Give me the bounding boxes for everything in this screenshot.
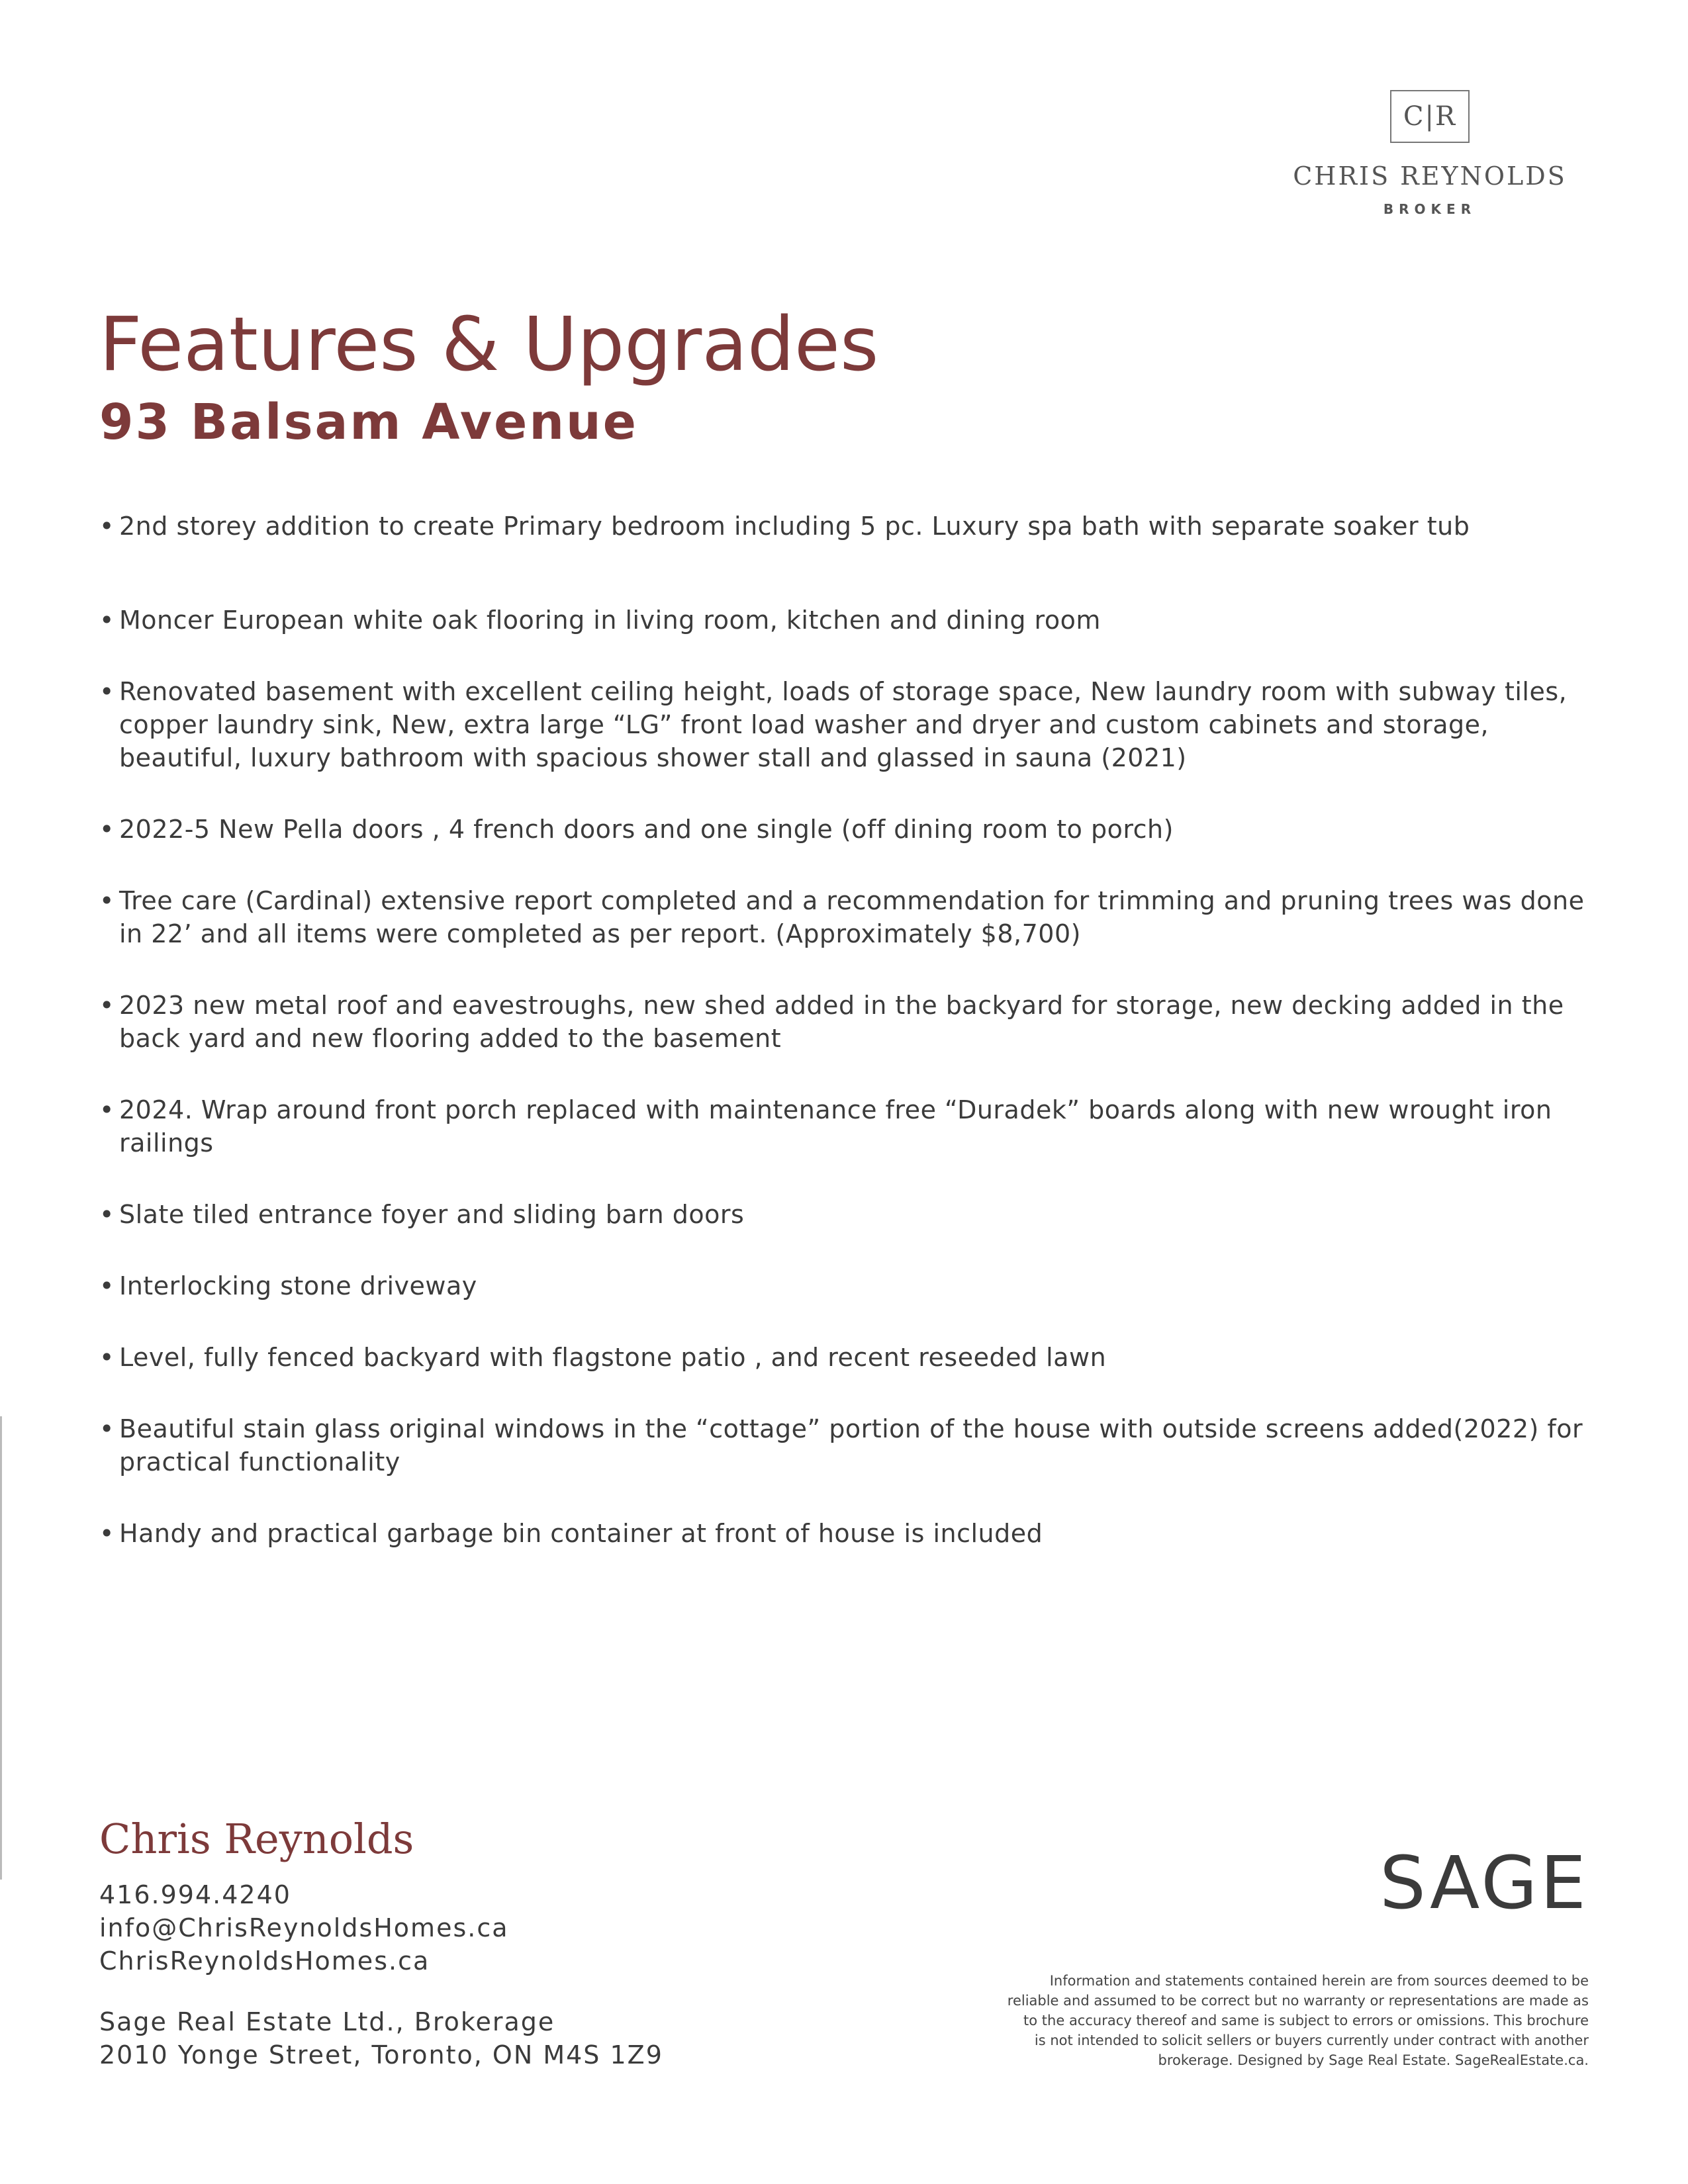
feature-item: • Moncer European white oak flooring in living room, kitchen and dining room: [99, 604, 1595, 637]
features-list: [99, 510, 1595, 1550]
feature-item: • Renovated basement with excellent ceiling height, loads of storage space, New laundry room with subway tiles, copper laundry sink, New, extra large “LG” front load washer and dryer and custom cabinets and storage, beautiful, luxury bathroom with spacious shower stall and glassed in sauna (2021): [99, 675, 1595, 774]
logo-name: CHRIS REYNOLDS: [1293, 161, 1567, 191]
feature-item: • Beautiful stain glass original windows in the “cottage” portion of the house with outside screens added(2022) for practical functionality: [99, 1412, 1595, 1479]
disclaimer-line: to the accuracy thereof and same is subject to errors or omissions. This brochure: [1023, 2013, 1589, 2028]
feature-item: • 2023 new metal roof and eavestroughs, new shed added in the backyard for storage, new decking added in the back yard and new flooring added to the basement: [99, 989, 1595, 1055]
feature-item: • Handy and practical garbage bin container at front of house is included: [99, 1517, 1595, 1550]
brokerage-address: 2010 Yonge Street, Toronto, ON M4S 1Z9: [99, 2040, 663, 2070]
agent-name: Chris Reynolds: [99, 1815, 414, 1863]
page-title: Features & Upgrades: [99, 302, 879, 388]
feature-item: • Slate tiled entrance foyer and sliding barn doors: [99, 1198, 1595, 1231]
disclaimer-line: is not intended to solicit sellers or buyers currently under contract with another: [1034, 2032, 1589, 2048]
feature-item: • Level, fully fenced backyard with flagstone patio , and recent reseeded lawn: [99, 1341, 1595, 1374]
logo-subtitle: BROKER: [1383, 201, 1477, 217]
contact-block: [99, 1815, 827, 2071]
agent-email[interactable]: info@ChrisReynoldsHomes.ca: [99, 1913, 509, 1943]
disclaimer-line: brokerage. Designed by Sage Real Estate. SageRealEstate.ca.: [1158, 2052, 1589, 2068]
edge-divider: [0, 1416, 2, 1880]
brokerage-name: Sage Real Estate Ltd., Brokerage: [99, 2007, 555, 2037]
agent-phone[interactable]: 416.994.4240: [99, 1880, 291, 1910]
feature-item: • Interlocking stone driveway: [99, 1269, 1595, 1302]
property-address: 93 Balsam Avenue: [99, 394, 638, 451]
feature-item: • 2nd storey addition to create Primary bedroom including 5 pc. Luxury spa bath with separate soaker tub: [99, 510, 1595, 543]
feature-item: • 2022-5 New Pella doors , 4 french doors and one single (off dining room to porch): [99, 813, 1595, 846]
disclaimer-line: Information and statements contained herein are from sources deemed to be: [1049, 1973, 1589, 1989]
sage-logo: SAGE: [1380, 1841, 1589, 1925]
logo-monogram: C|R: [1390, 90, 1470, 143]
disclaimer-line: reliable and assumed to be correct but no warranty or representations are made as: [1007, 1993, 1589, 2009]
logo: [1271, 90, 1589, 217]
feature-item: • 2024. Wrap around front porch replaced with maintenance free “Duradek” boards along with new wrought iron railings: [99, 1093, 1595, 1160]
disclaimer: [861, 1971, 1589, 2070]
feature-item: • Tree care (Cardinal) extensive report completed and a recommendation for trimming and pruning trees was done in 22’ and all items were completed as per report. (Approximately $8,700): [99, 884, 1595, 950]
agent-website[interactable]: ChrisReynoldsHomes.ca: [99, 1946, 430, 1976]
